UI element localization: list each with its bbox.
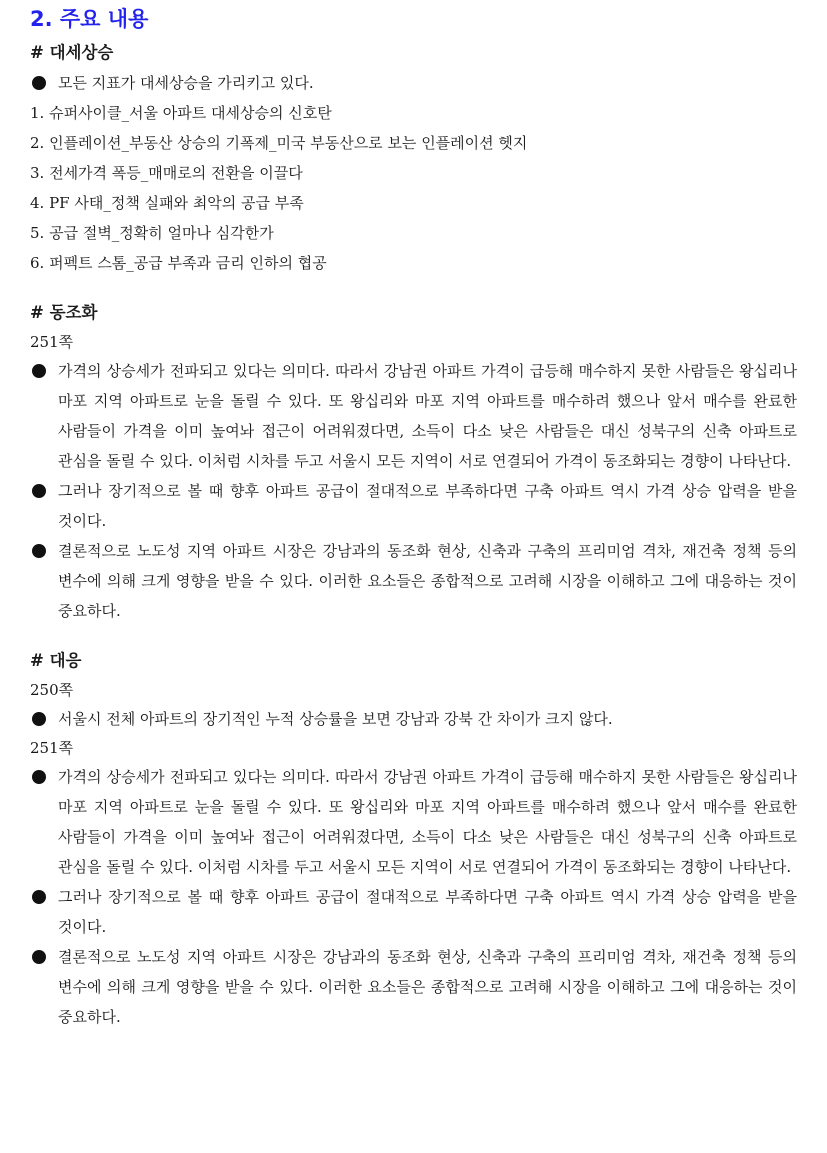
bullet-item	[30, 942, 797, 1032]
page-reference: 251쪽	[30, 739, 74, 757]
bullet-icon	[32, 76, 46, 90]
page-reference: 251쪽	[30, 333, 74, 351]
heading-dongjohwa: # 동조화	[30, 303, 98, 322]
list-item: 6. 퍼펙트 스톰_공급 부족과 금리 인하의 협공	[30, 254, 327, 272]
list-item: 2. 인플레이션_부동산 상승의 기폭제_미국 부동산으로 보는 인플레이션 헷지	[30, 134, 528, 152]
bullet-icon	[32, 950, 46, 964]
bullet-text: 모든 지표가 대세상승을 가리키고 있다.	[58, 74, 314, 92]
bullet-text: 결론적으로 노도성 지역 아파트 시장은 강남과의 동조화 현상, 신축과 구축의 프리미엄 격차, 재건축 정책 등의 변수에 의해 크게 영향을 받을 수 있다. 이러한 요소들은 종합적으로 고려해 시장을 이해하고 그에 대응하는 것이 중요하다.	[58, 948, 797, 1026]
bullet-icon	[32, 364, 46, 378]
bullet-text: 가격의 상승세가 전파되고 있다는 의미다. 따라서 강남권 아파트 가격이 급등해 매수하지 못한 사람들은 왕십리나 마포 지역 아파트로 눈을 돌릴 수 있다. 또 왕십리와 마포 지역 아파트를 매수하려 했으나 앞서 매수를 완료한 사람들이 가격을 이미 높여놔 접근이 어려워졌다면, 소득이 다소 낮은 사람들은 대신 성북구의 신축 아파트로 관심을 돌릴 수 있다. 이처럼 시차를 두고 서울시 모든 지역이 서로 연결되어 가격이 동조화되는 경향이 나타난다.	[58, 362, 797, 470]
bullet-item	[30, 882, 797, 942]
bullet-text: 가격의 상승세가 전파되고 있다는 의미다. 따라서 강남권 아파트 가격이 급등해 매수하지 못한 사람들은 왕십리나 마포 지역 아파트로 눈을 돌릴 수 있다. 또 왕십리와 마포 지역 아파트를 매수하려 했으나 앞서 매수를 완료한 사람들이 가격을 이미 높여놔 접근이 어려워졌다면, 소득이 다소 낮은 사람들은 대신 성북구의 신축 아파트로 관심을 돌릴 수 있다. 이처럼 시차를 두고 서울시 모든 지역이 서로 연결되어 가격이 동조화되는 경향이 나타난다.	[58, 768, 797, 876]
page-reference: 250쪽	[30, 681, 74, 699]
bullet-icon	[32, 770, 46, 784]
heading-daeeung: # 대응	[30, 651, 82, 670]
bullet-text: 그러나 장기적으로 볼 때 향후 아파트 공급이 절대적으로 부족하다면 구축 아파트 역시 가격 상승 압력을 받을 것이다.	[58, 482, 797, 530]
bullet-item	[30, 536, 797, 626]
bullet-item	[30, 68, 797, 98]
list-item: 3. 전세가격 폭등_매매로의 전환을 이끌다	[30, 164, 303, 182]
section-title: 2. 주요 내용	[30, 7, 149, 31]
bullet-icon	[32, 890, 46, 904]
bullet-item	[30, 704, 797, 734]
heading-daese-sangseung: # 대세상승	[30, 43, 114, 62]
bullet-text: 결론적으로 노도성 지역 아파트 시장은 강남과의 동조화 현상, 신축과 구축의 프리미엄 격차, 재건축 정책 등의 변수에 의해 크게 영향을 받을 수 있다. 이러한 요소들은 종합적으로 고려해 시장을 이해하고 그에 대응하는 것이 중요하다.	[58, 542, 797, 620]
bullet-icon	[32, 484, 46, 498]
bullet-item	[30, 762, 797, 882]
list-item: 5. 공급 절벽_정확히 얼마나 심각한가	[30, 224, 274, 242]
bullet-text: 서울시 전체 아파트의 장기적인 누적 상승률을 보면 강남과 강북 간 차이가 크지 않다.	[58, 710, 613, 728]
bullet-item	[30, 356, 797, 476]
bullet-item	[30, 476, 797, 536]
bullet-icon	[32, 544, 46, 558]
list-item: 1. 슈퍼사이클_서울 아파트 대세상승의 신호탄	[30, 104, 332, 122]
bullet-icon	[32, 712, 46, 726]
list-item: 4. PF 사태_정책 실패와 최악의 공급 부족	[30, 194, 304, 212]
bullet-text: 그러나 장기적으로 볼 때 향후 아파트 공급이 절대적으로 부족하다면 구축 아파트 역시 가격 상승 압력을 받을 것이다.	[58, 888, 797, 936]
